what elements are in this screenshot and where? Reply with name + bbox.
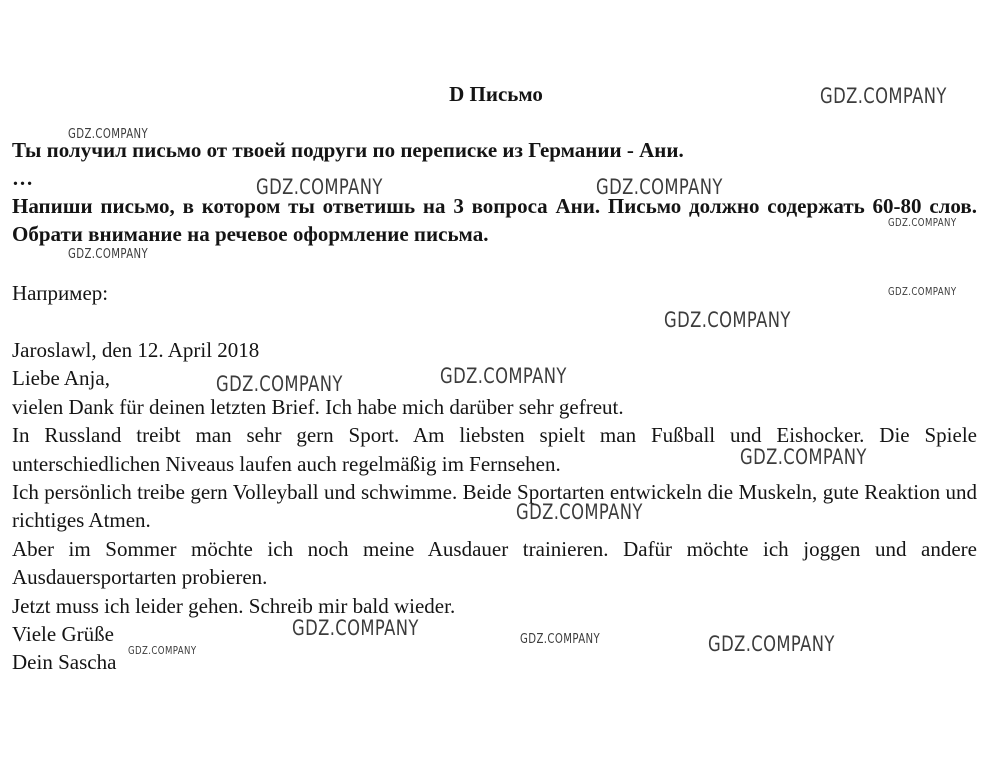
letter-greeting: Liebe Anja, [12,366,110,391]
letter-paragraph: Jetzt muss ich leider gehen. Schreib mir bald wieder. [12,593,456,618]
letter-closing: Viele Grüße [12,622,114,647]
watermark: GDZ.COMPANY [596,175,723,199]
letter-paragraph: In Russland treibt man sehr gern Sport. Am liebsten spielt man Fußball und Eishocker. Die Spiele unterschiedlichen Niveaus laufen auch regelmäßig im Fernsehen. [12,423,977,476]
watermark: GDZ.COMPANY [740,445,867,469]
task-ellipsis: … [12,166,33,190]
letter-paragraph: Ich persönlich treibe gern Volleyball und schwimme. Beide Sportarten entwickeln die Muskeln, gute Reaktion und richtiges Atmen. [12,480,977,533]
watermark: GDZ.COMPANY [292,616,419,640]
watermark: GDZ.COMPANY [888,216,957,229]
letter-paragraph: vielen Dank für deinen letzten Brief. Ich habe mich darüber sehr gefreut. [12,394,624,419]
watermark: GDZ.COMPANY [68,247,149,262]
watermark: GDZ.COMPANY [516,500,643,524]
task-first-line: Ты получил письмо от твоей подруги по переписке из Германии - Ани. [12,138,684,162]
watermark: GDZ.COMPANY [216,372,343,396]
section-heading: D Письмо [449,82,543,106]
watermark: GDZ.COMPANY [440,364,567,388]
watermark: GDZ.COMPANY [128,644,197,657]
task-intro [12,136,977,248]
letter-signature: Dein Sascha [12,650,117,675]
letter-paragraph: Aber im Sommer möchte ich noch meine Ausdauer trainieren. Dafür möchte ich joggen und andere Ausdauersportarten probieren. [12,536,977,590]
watermark: GDZ.COMPANY [520,632,601,647]
watermark: GDZ.COMPANY [68,127,149,142]
watermark: GDZ.COMPANY [820,84,947,108]
watermark: GDZ.COMPANY [256,175,383,199]
watermark: GDZ.COMPANY [664,308,791,332]
watermark: GDZ.COMPANY [708,632,835,656]
task-instruction: Напиши письмо, в котором ты ответишь на 3 вопроса Ани. Письмо должно содержать 60-80 слов. Обрати внимание на речевое оформление письма. [12,194,977,246]
letter-date-line: Jaroslawl, den 12. April 2018 [12,338,260,362]
watermark: GDZ.COMPANY [888,285,957,298]
example-label: Например: [12,281,109,305]
